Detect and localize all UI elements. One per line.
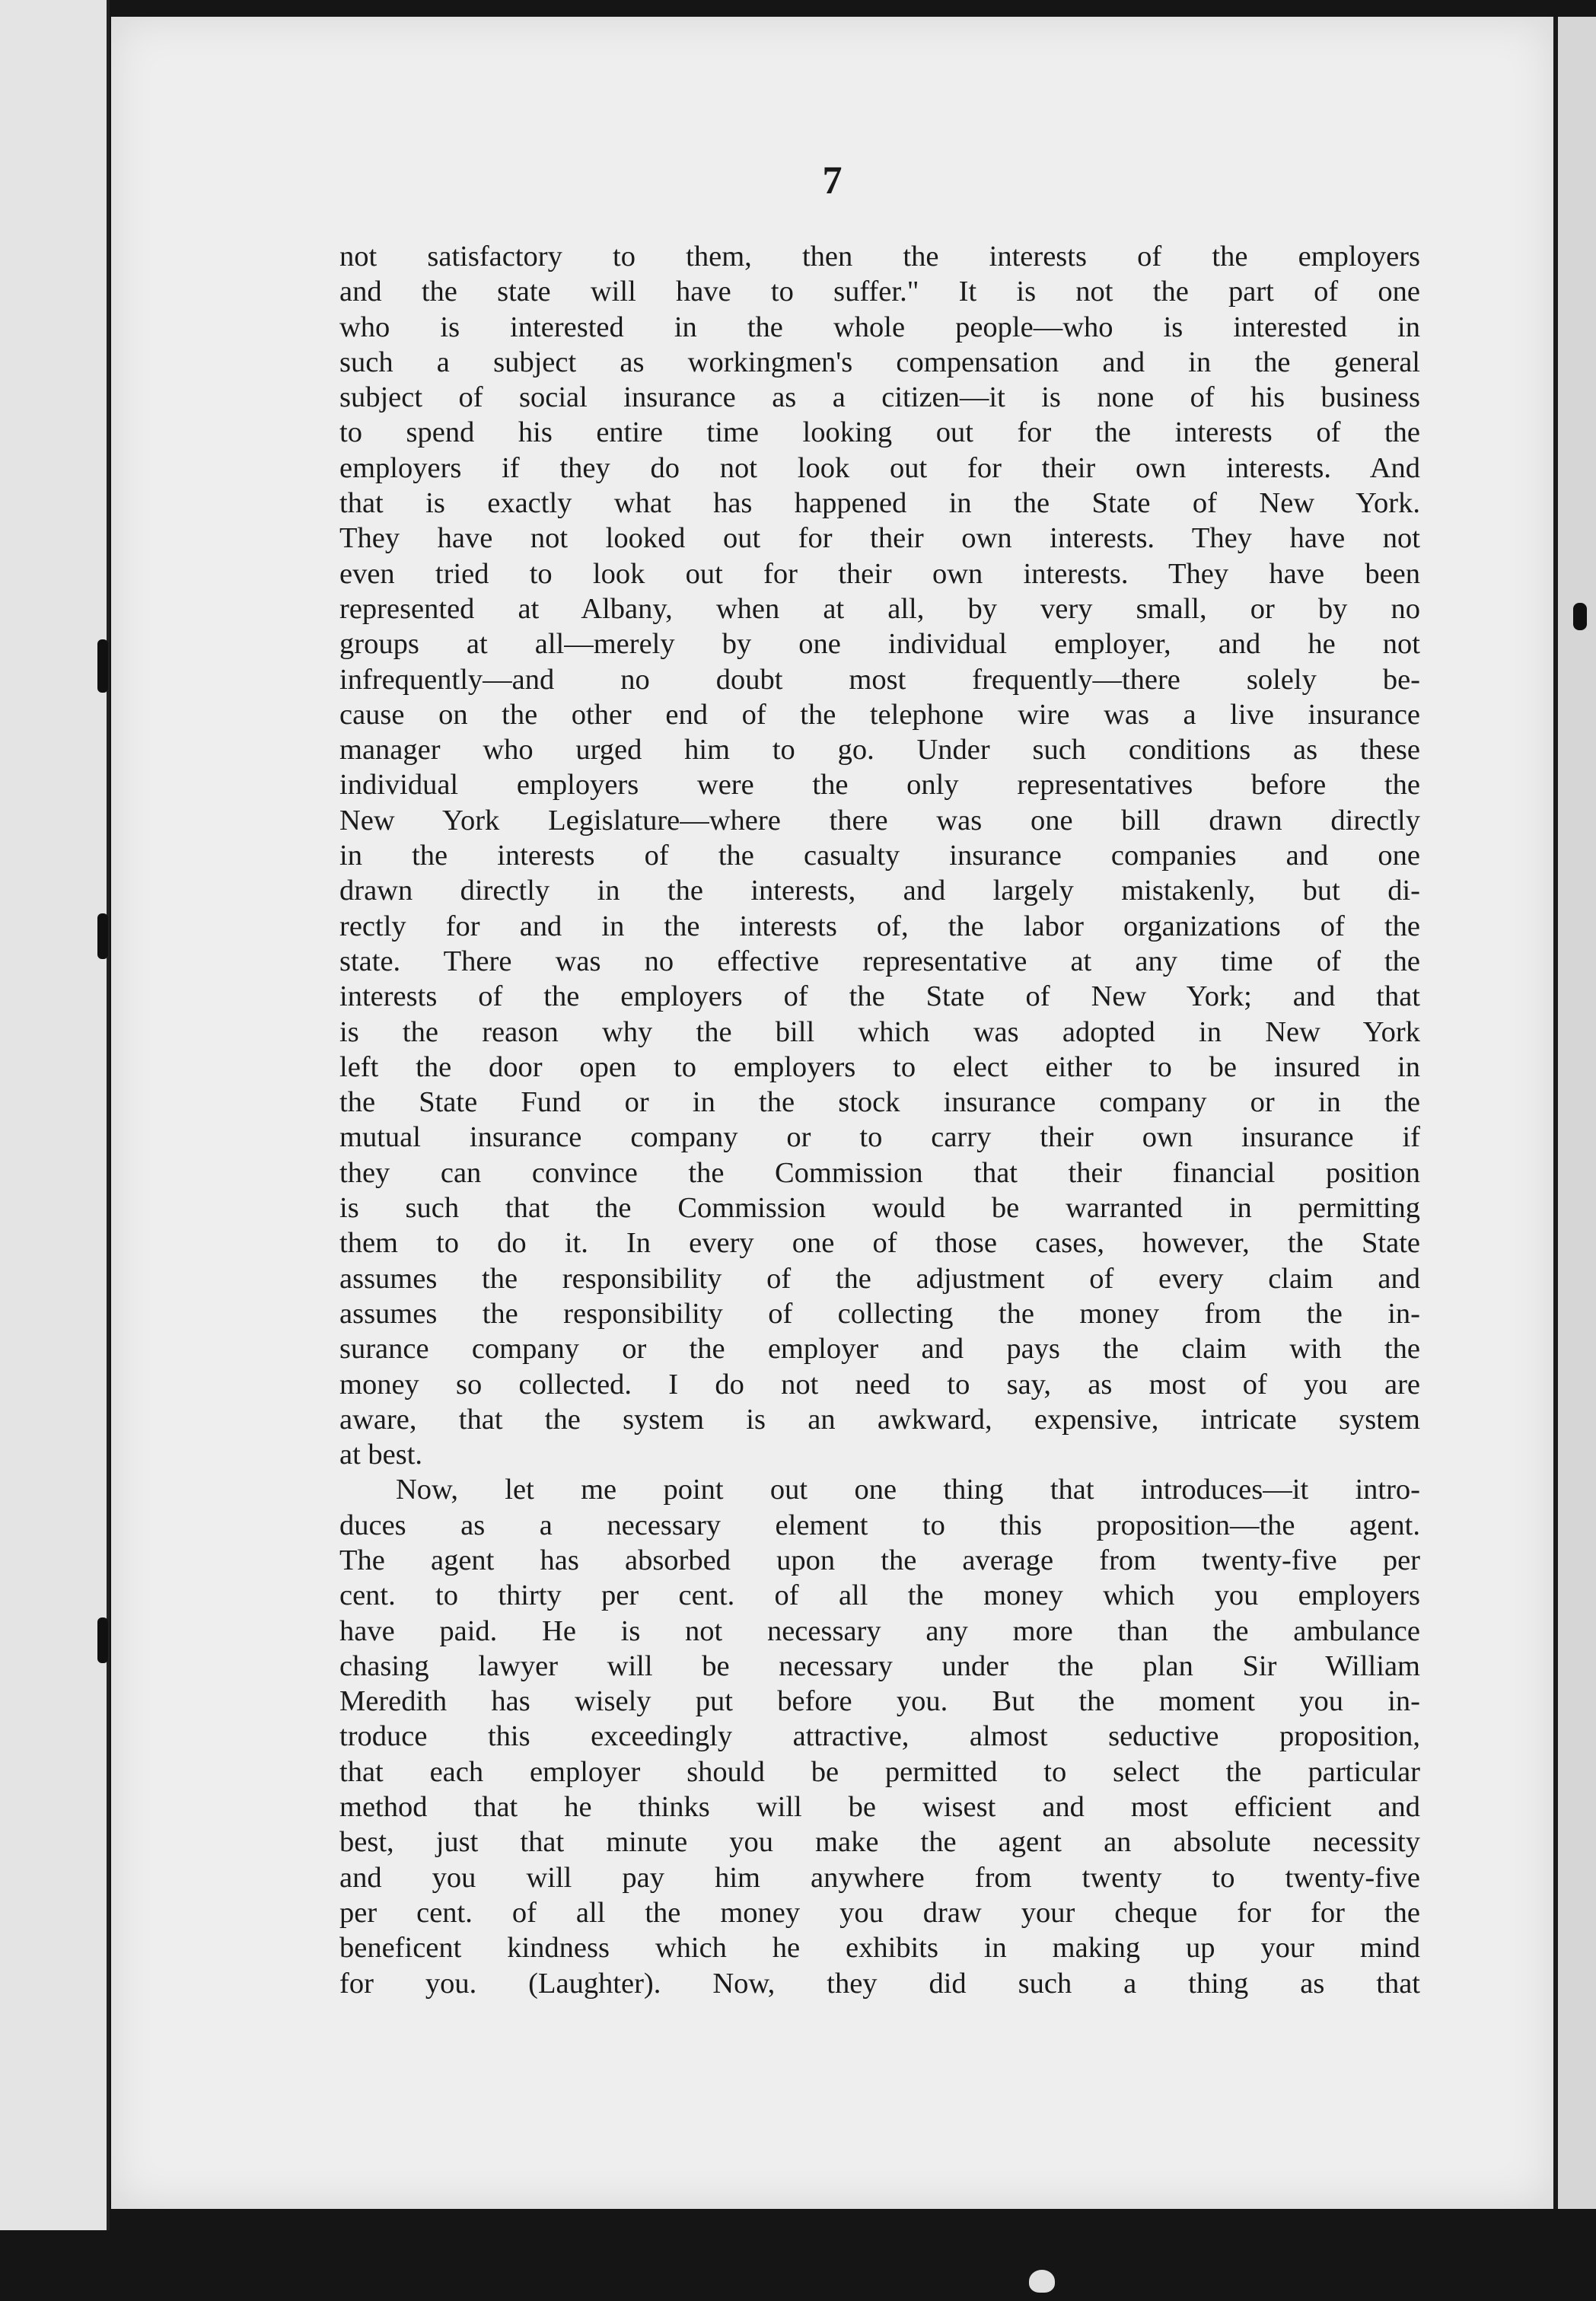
text-line: that is exactly what has happened in the State of New York. <box>339 487 1420 520</box>
text-line: money so collected. I do not need to say, as most of you are <box>339 1368 1420 1401</box>
edge-mark <box>1573 603 1587 630</box>
text-line: for you. (Laughter). Now, they did such a thing as that <box>339 1967 1420 2000</box>
text-line: is the reason why the bill which was adopted in New York <box>339 1015 1420 1048</box>
text-line: They have not looked out for their own interests. They have not <box>339 522 1420 555</box>
text-line: Now, let me point out one thing that introduces—it intro- <box>396 1474 1420 1506</box>
text-line: and the state will have to suffer." It is not the part of one <box>339 276 1420 308</box>
text-line: have paid. He is not necessary any more than the ambulance <box>339 1614 1420 1647</box>
text-line: and you will pay him anywhere from twenty to twenty-five <box>339 1861 1420 1894</box>
text-line: beneficent kindness which he exhibits in making up your mind <box>339 1932 1420 1965</box>
text-line: even tried to look out for their own interests. They have been <box>339 557 1420 590</box>
text-line: represented at Albany, when at all, by very small, or by no <box>339 592 1420 625</box>
text-line: infrequently—and no doubt most frequently—there solely be- <box>339 663 1420 696</box>
text-line: groups at all—merely by one individual employer, and he not <box>339 628 1420 661</box>
text-line: employers if they do not look out for their own interests. And <box>339 451 1420 484</box>
text-line: individual employers were the only representatives before the <box>339 769 1420 802</box>
text-line: who is interested in the whole people—who is interested in <box>339 311 1420 343</box>
scan-artifact <box>1029 2270 1055 2293</box>
text-line: not satisfactory to them, then the interests of the employers <box>339 241 1420 272</box>
scanner-edge <box>1553 17 1596 2209</box>
binding-mark <box>97 913 108 959</box>
text-line: such a subject as workingmen's compensation and in the general <box>339 346 1420 378</box>
text-line: that each employer should be permitted to select the particular <box>339 1755 1420 1788</box>
text-line: drawn directly in the interests, and largely mistakenly, but di- <box>339 875 1420 907</box>
body-text <box>339 239 1420 2001</box>
text-line: chasing lawyer will be necessary under the plan Sir William <box>339 1649 1420 1682</box>
text-line: state. There was no effective representative at any time of the <box>339 945 1420 977</box>
book-page <box>111 17 1553 2209</box>
text-line: at best. <box>339 1439 423 1471</box>
text-line: assumes the responsibility of collecting the money from the in- <box>339 1297 1420 1330</box>
page-number: 7 <box>822 159 843 202</box>
text-line: to spend his entire time looking out for the interests of the <box>339 416 1420 449</box>
binding-mark <box>97 1617 108 1663</box>
binding-mark <box>97 639 108 693</box>
text-line: cause on the other end of the telephone wire was a live insurance <box>339 698 1420 731</box>
text-line: New York Legislature—where there was one bill drawn directly <box>339 804 1420 837</box>
text-line: per cent. of all the money you draw your cheque for for the <box>339 1896 1420 1929</box>
text-line: left the door open to employers to elect either to be insured in <box>339 1050 1420 1083</box>
text-line: manager who urged him to go. Under such conditions as these <box>339 734 1420 766</box>
text-line: interests of the employers of the State of New York; and that <box>339 980 1420 1013</box>
text-line: assumes the responsibility of the adjustment of every claim and <box>339 1262 1420 1295</box>
text-line: duces as a necessary element to this proposition—the agent. <box>339 1509 1420 1541</box>
text-line: cent. to thirty per cent. of all the money which you employers <box>339 1579 1420 1612</box>
text-line: surance company or the employer and pays the claim with the <box>339 1333 1420 1366</box>
text-line: in the interests of the casualty insurance companies and one <box>339 840 1420 872</box>
text-line: is such that the Commission would be warranted in permitting <box>339 1192 1420 1225</box>
text-line: method that he thinks will be wisest and most efficient and <box>339 1791 1420 1824</box>
facing-page-edge <box>0 0 110 2230</box>
text-line: aware, that the system is an awkward, expensive, intricate system <box>339 1403 1420 1436</box>
text-line: the State Fund or in the stock insurance company or in the <box>339 1086 1420 1119</box>
text-line: best, just that minute you make the agent an absolute necessity <box>339 1826 1420 1859</box>
text-line: Meredith has wisely put before you. But the moment you in- <box>339 1685 1420 1718</box>
text-line: mutual insurance company or to carry their own insurance if <box>339 1121 1420 1154</box>
text-line: The agent has absorbed upon the average from twenty-five per <box>339 1544 1420 1576</box>
text-line: them to do it. In every one of those cases, however, the State <box>339 1227 1420 1260</box>
text-line: subject of social insurance as a citizen—it is none of his business <box>339 381 1420 414</box>
text-line: rectly for and in the interests of, the labor organizations of the <box>339 910 1420 942</box>
text-line: they can convince the Commission that their financial position <box>339 1156 1420 1189</box>
text-line: troduce this exceedingly attractive, almost seductive proposition, <box>339 1720 1420 1753</box>
